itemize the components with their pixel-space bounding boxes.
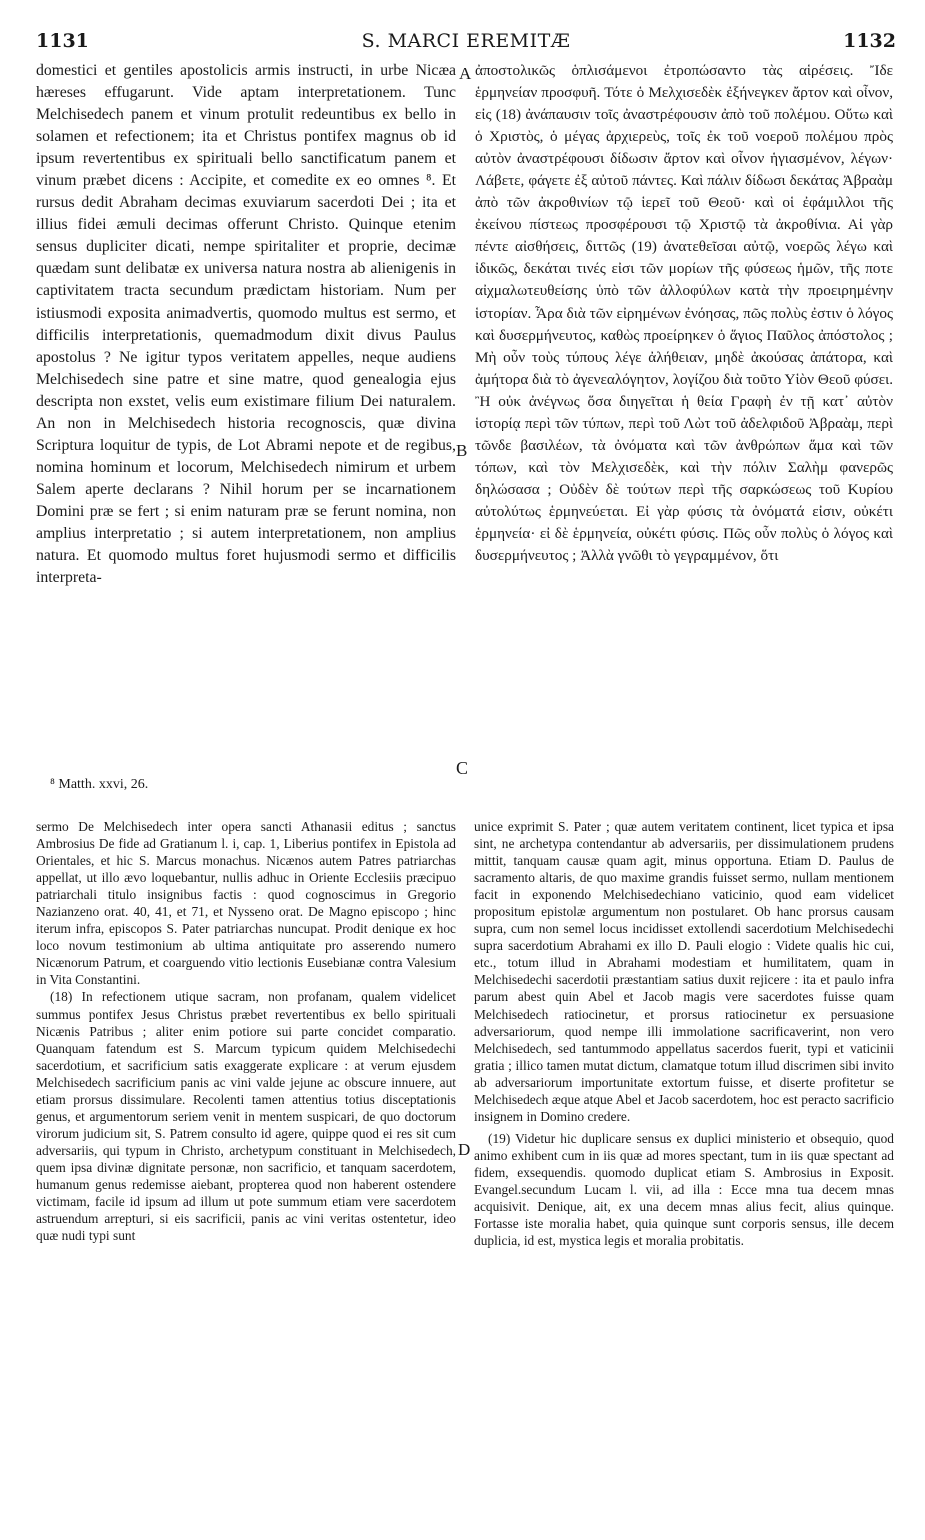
section-marker-c: C <box>456 758 469 778</box>
footnote-reference: ⁸ Matth. xxvi, 26. <box>50 777 149 792</box>
greek-main-text <box>475 60 893 567</box>
greek-paragraph: ἀποστολικῶς ὁπλισάμενοι ἐτροπώσαντο τὰς αἱρέσεις. Ἴδε ἑρμηνείαν προσφυῆ. Τότε ὁ Μελχισεδὲκ ἐξήνεγκεν ἄρτον καὶ οἶνον, εἰς (18) ἀνάπαυσιν τοῖς ἀναστρέφουσιν ἀπὸ τοῦ πολέμου. Οὕτω καὶ ὁ Χριστὸς, ὁ μέγας ἀρχιερεὺς, τοῖς ἐκ τοῦ νοεροῦ πολέμου πρὸς αὐτὸν ἀναστρέφουσι δίδωσιν ἄρτον καὶ οἶνον ἡγιασμένον, λέγων· Λάβετε, φάγετε ἐξ αὐτοῦ πάντες. Καὶ πάλιν δίδωσι δεκάτας Ἀβραὰμ ἀπὸ τῶν ἀκροθινίων τῷ ἱερεῖ τοῦ Θεοῦ· καὶ οἱ ἐφάμιλλοι τῆς ἐκείνου πίστεως προσφέρουσι τῷ Χριστῷ τὰ ἀκροθίνια. Αἱ γὰρ πέντε αἰσθήσεις, διττῶς (19) ἀνατεθεῖσαι αὐτῷ, νοερῶς λέγω καὶ ἰδικῶς, δεκάται τινές εἰσι τῶν μορίων τῆς φύσεως ἡμῶν, τῆς ποτε αἰχμαλωτευθείσης ὑπὸ τῶν ἀλλοφύλων κατὰ τὴν προειρημένην ἱστορίαν. Ἆρα διὰ τῶν εἰρημένων ἐνόησας, πῶς πολὺς ἐστιν ὁ λόγος καὶ δυσερμήνευτος, καθὼς προείρηκεν ὁ ἅγιος Παῦλος ἀπόστολος ; Μὴ οὖν τοὺς τύπους λέγε ἀλήθειαν, μηδὲ ἀκούσας ἀπάτορα, καὶ ἀμήτορα διὰ τὸ ἀγενεαλόγητον, λογίζου διὰ τοῦτο Υἱὸν Θεοῦ φύσει. Ἢ οὐκ ἀνέγνως ὅσα διηγεῖται ἡ θεία Γραφὴ ἐν τῇ κατ᾽ αὐτὸν ἱστορίᾳ περὶ τῶν τύπων, περὶ τοῦ Λὼτ τοῦ ἀδελφιδοῦ Ἀβραὰμ, περὶ τῶνδε βασιλέων, τὰ ὀνόματα καὶ τῶν ἀνθρώπων ἅμα καὶ τῶν τόπων, καὶ τὸν Μελχισεδὲκ, καὶ τὴν πόλιν Σαλὴμ φανερῶς δηλώσασα ; Οὐδὲν δὲ τούτων περὶ τῆς σαρκώσεως τοῦ Κυρίου αὐτολύτως ἑρμηνεύεται. Εἰ γὰρ φύσις τὰ ὀνόματά εἰσιν, οὐκέτι ἑρμηνεία· εἰ δὲ ἑρμηνεία, οὐκέτι φύσις. Πῶς οὖν πολὺς ὁ λόγος καὶ δυσερμήνευτος ; Ἀλλὰ γνῶθι τὸ γεγραμμένον, ὅτι <box>475 62 893 565</box>
latin-paragraph: domestici et gentiles apostolicis armis instructi, in urbe Nicæa hæreses effugarunt. Vide aptam interpretationem. Tunc Melchisedech panem et vinum protulit redeuntibus ex bello in solamen et refectionem; ita et Christus pontifex magnus ob id ipsum revertentibus ex spirituali bello sanctificatum panem et vinum præbet dicens : Accipite, et comedite ex eo omnes ⁸. Et rursus dedit Abraham decimas exuviarum sacerdoti Dei ; ita et illius fidei æmuli decimas offerunt Christo. Quinque etenim sensus dupliciter dicati, nempe spiritaliter et proprie, decimæ quædam sunt delibatæ ex universa natura nostra ab alienigenis in captivitatem tracta secundum prædictam historiam. Num per istiusmodi exposita animadvertis, quomodo multus est sermo, et difficilis interpretationis, quemadmodum dixit divus Paulus apostolus ? Ne igitur typos veritatem appelles, neque audiens Melchisedech sine patre et sine matre, quod genealogia ejus descripta non exstet, velis eum existimare filium Dei naturalem. An non in Melchisedech historia recognoscis, quæ divina Scriptura loquitur de typis, de Lot Abrami nepote et de regibus, nomina hominum et locorum, Melchisedech nimirum et urbem Salem aperte declarans ? Nihil horum per se incarnationem Domini præ se fert ; si enim naturam præ se ferunt nomina, non amplius interpretatio ; si autem interpretationem, non amplius natura. Et quomodo multus foret hujusmodi sermo et difficilis interpreta- <box>36 62 456 587</box>
section-marker-a: A <box>459 64 472 83</box>
note-18: (18) In refectionem utique sacram, non profanam, qualem videlicet summus pontifex Jesus Christus præbet revertentibus ex bello spirituali Nicænis Patribus ; aliter enim potiore sui parte concidet comparatio. Quanquam fatendum est S. Marcum typicum quidem Melchisedechi sacerdotium, et sacrificium satis exaggerate explicare : at verum ejusdem Melchisedech sacrificium panis ac vini valde jejune ac obscure innuere, aut etiam prorsus dissimulare. Recolenti tamen attentius totius disceptationis genus, et argumentorum seriem venit in mentem suspicari, de quo doctorum virorum judicium sit, S. Patrem consulto id agere, quippe quod ei res sit cum adversariis, qui typum in Christo, archetypum constituant in Melchisedech, quem ipsa divinæ dignitate personæ, non sacrificio, et tanquam sacerdotem, humanum genus redemisse aiebant, propterea quod non haberent ostendere victimam, facile id ipsum ad illum ut pote summum etiam vere sacerdotem astruendum arrepturi, si eis sacrificii, panis ac vini veritas ostentetur, ideo quæ nudi typi sunt <box>36 989 456 1244</box>
note-paragraph: sermo De Melchisedech inter opera sancti Athanasii editus ; sanctus Ambrosius De fide ad Gratianum l. i, cap. 1, Liberius pontifex in Epistola ad Orientales, et hic S. Marcus monachus. Nicænos autem Patres patriarchas appellat, ut illo ævo loquebantur, nullis adhuc in Oriente Ecclesiis præcipuo patriarchali titulo insignibus factis : quod cognoscimus in Gregorio Nazianzeno orat. 40, 41, et 71, et Nysseno orat. De Magno episcopo ; hinc iterum infra, episcopos S. Pater patriarchas nuncupat. Prodit denique ex hoc loco novum testimonium ab ultima antiquitate pro asserendo numero Nicænorum Patrum, et coarguendo vitio lectionis Eusebianæ contra Valesium in Vita Constantini. <box>36 819 456 988</box>
notes-right-column <box>474 818 894 1249</box>
column-number-right: 1132 <box>843 30 896 52</box>
section-marker-d: D <box>458 1140 471 1159</box>
note-19: (19) Videtur hic duplicare sensus ex duplici ministerio et obsequio, quod animo exhibent cum in iis quæ ad mores spectant, tum in iis quæ spectant ad fidem, exsequendis. quomodo duplicat etiam S. Ambrosius in Exposit. Evangel.secundum Lucam l. vii, ad illa : Ecce mna tua decem mnas acquisivit. Denique, ait, ex una decem mnas alius fecit, alius quinque. Fortasse iste moralia habet, quia quinque sunt corporis sensus, ille decem duplicia, id est, mystica legis et moralia probitatis. <box>474 1130 894 1249</box>
section-marker-b: B <box>456 441 468 460</box>
note-paragraph-continued: unice exprimit S. Pater ; quæ autem veritatem continent, licet typica et ipsa sint, ne archetypa contendantur ab adversariis, per dissimulationem prudens mittit, tanquam causæ quam agit, minus opportuna. Etiam D. Paulus de sacramento altaris, de quo maxime grandis fuisset sermo, nullam mentionem facit in exponendo Melchisedechiano vaticinio, quod eam videlicet propositum epistolæ argumentum non postularet. Ob hanc prorsus causam supra, cum non semel locus incidisset extollendi sacerdotium Melchisedechi supra sacerdotium Abrahami ex illo D. Pauli elogio : Videte qualis hic cui, etc., totum illud in Abrahami modestiam et humilitatem, quam in Melchisedechi sacerdotii præstantiam satius duxit rejicere : ita et paulo infra parum abest quin Abel et Jacob magis vere sacerdotes fuisse quam Melchisedech ratiocinetur, et prorsus ratiocinetur ex persuasione adversariorum, quod nempe illi immolatione sacrificaverint, non vero Melchisedech, sed tantummodo appellatus sacerdos fuerit, typi et vaticinii gratia ; illico tamen mutat dictum, clamatque totum illud discrimen sibi invito ab adversariorum importunitate extortum fuisse, et diserte profitetur se Melchisedech æque atque Abel et Jacob sacerdotem, hoc est peracto sacrificio insignem in Domino credere. <box>474 819 894 1124</box>
column-number-left: 1131 <box>36 30 89 52</box>
running-title: S. MARCI EREMITÆ <box>361 30 571 52</box>
latin-main-text <box>36 60 456 589</box>
page-header <box>36 30 896 56</box>
notes-left-column <box>36 818 456 1244</box>
